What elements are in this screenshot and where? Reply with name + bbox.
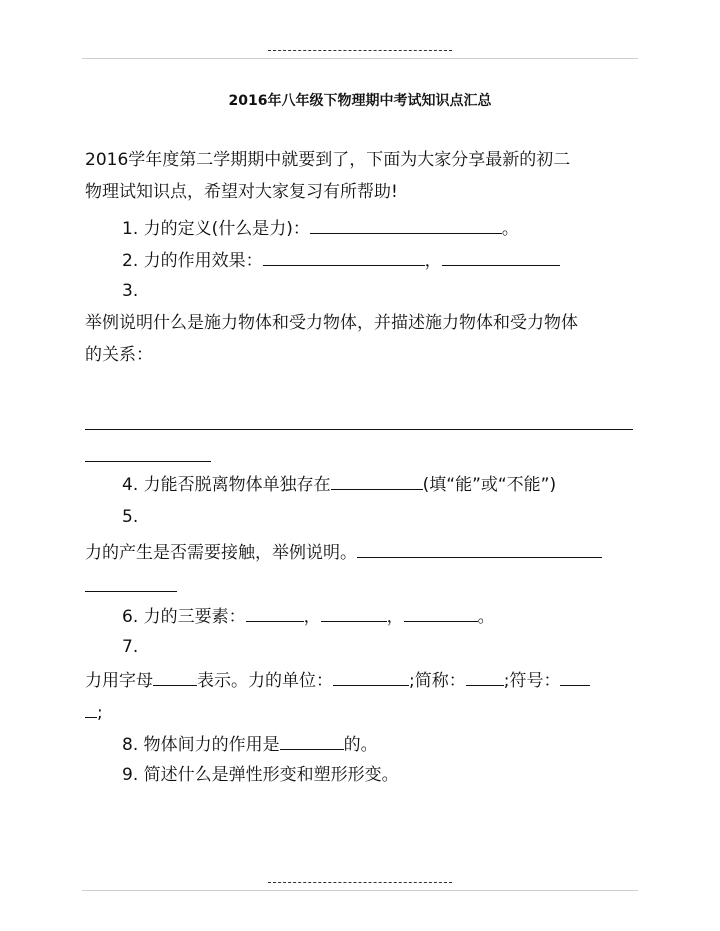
q6-text: 6. 力的三要素：: [122, 607, 246, 627]
q2-blank-2[interactable]: [442, 247, 560, 266]
q8-blank[interactable]: [280, 731, 344, 750]
question-6: [122, 603, 672, 629]
q7-unit-blank[interactable]: [333, 667, 409, 686]
question-2: [122, 247, 672, 273]
q7-text-c: ;简称：: [409, 671, 466, 691]
q8-end: 的。: [343, 735, 378, 755]
q7-text-d: ;符号：: [503, 671, 561, 691]
q5-blank[interactable]: [357, 539, 602, 558]
q6-blank-3[interactable]: [404, 603, 478, 622]
q8-text: 8. 物体间力的作用是: [122, 735, 280, 755]
question-5: [85, 539, 635, 565]
q7-short-blank[interactable]: [466, 667, 504, 686]
q5-text: 力的产生是否需要接触，举例说明。: [85, 543, 357, 563]
q2-text: 2. 力的作用效果：: [122, 251, 263, 271]
question-8: [122, 731, 672, 757]
q1-text: 1. 力的定义(什么是力)：: [122, 219, 310, 239]
question-7-number: 7.: [122, 637, 139, 657]
question-9: 9. 简述什么是弹性形变和塑形形变。: [122, 765, 399, 785]
q7-letter-blank[interactable]: [153, 667, 197, 686]
footer-divider: [82, 890, 638, 891]
q6-blank-1[interactable]: [246, 603, 304, 622]
q2-sep: ，: [424, 251, 442, 271]
q2-blank-1[interactable]: [263, 247, 425, 266]
q4-blank[interactable]: [331, 471, 423, 490]
question-3-number: 3.: [122, 281, 139, 301]
q4-text: 4. 力能否脱离物体单独存在: [122, 475, 331, 495]
q6-blank-2[interactable]: [321, 603, 387, 622]
q1-blank[interactable]: [310, 215, 502, 234]
question-5-number: 5.: [122, 507, 139, 527]
q1-end: 。: [501, 219, 519, 239]
header-divider: [82, 58, 638, 59]
q7-text-a: 力用字母: [85, 671, 153, 691]
q6-sep-2: ，: [386, 607, 404, 627]
q5-answer-line-end[interactable]: [85, 591, 177, 592]
question-4: [122, 471, 672, 497]
q7-text-b: 表示。力的单位：: [197, 671, 333, 691]
header-rule: [268, 50, 452, 51]
q6-sep-1: ，: [303, 607, 321, 627]
q7-end: ;: [97, 703, 103, 723]
q7-symbol-blank-end[interactable]: [85, 699, 97, 718]
question-1: [122, 215, 672, 241]
q3-answer-line-end[interactable]: [85, 461, 211, 462]
document-title: 2016年八年级下物理期中考试知识点汇总: [228, 93, 492, 109]
question-7: [85, 667, 635, 693]
q4-hint: (填“能”或“不能”): [422, 475, 557, 495]
question-3-text-2: 的关系：: [85, 345, 153, 365]
q6-end: 。: [477, 607, 495, 627]
footer-rule: [268, 882, 452, 883]
intro-line-2: 物理试知识点，希望对大家复习有所帮助!: [85, 182, 398, 202]
question-3-text-1: 举例说明什么是施力物体和受力物体，并描述施力物体和受力物体: [85, 313, 578, 333]
q7-symbol-blank[interactable]: [560, 667, 590, 686]
question-7-continued: [85, 699, 635, 725]
intro-line-1: 2016学年度第二学期期中就要到了，下面为大家分享最新的初二: [85, 150, 571, 170]
q3-answer-line[interactable]: [85, 429, 633, 430]
